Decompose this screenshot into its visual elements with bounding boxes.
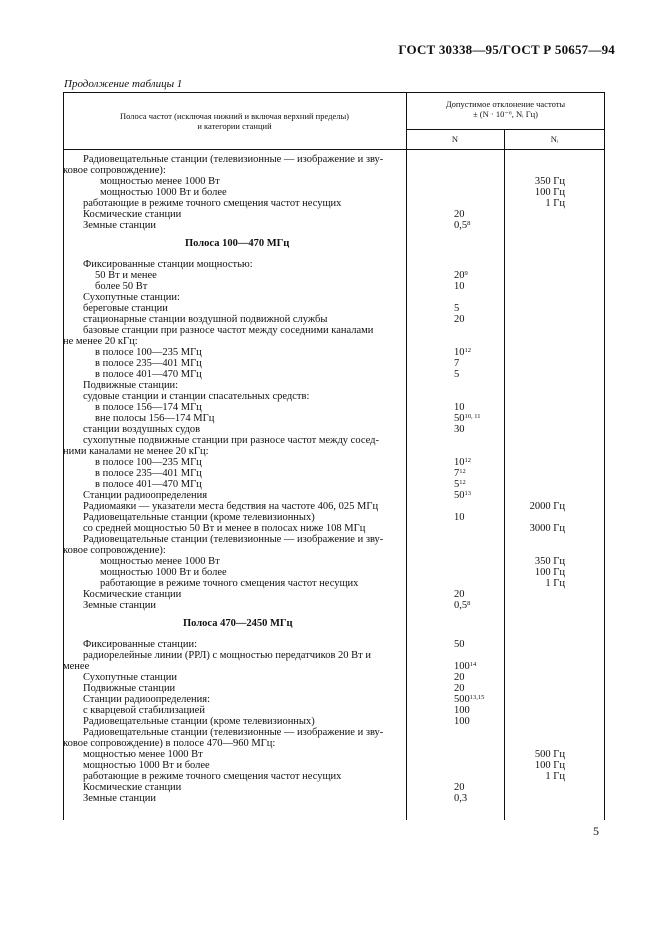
station-category-text: судовые станции и станции спасательных средств: — [83, 391, 310, 402]
station-category-text: в полосе 100—235 МГц — [95, 347, 202, 358]
table-row — [63, 292, 605, 303]
table-row — [63, 534, 605, 545]
table-row — [63, 589, 605, 600]
footnote-reference: 14 — [469, 661, 477, 668]
table-row — [63, 270, 605, 281]
tolerance-n-value: $7^{12}$ — [454, 468, 466, 479]
station-category-text: Подвижные станции: — [83, 380, 179, 391]
table-row — [63, 424, 605, 435]
table-row — [63, 325, 605, 336]
tolerance-n-value: 20 — [454, 209, 465, 220]
table-row — [63, 556, 605, 567]
table-row — [63, 314, 605, 325]
table-row — [63, 220, 605, 231]
table-row — [63, 435, 605, 446]
station-category-text: в полосе 235—401 МГц — [95, 468, 202, 479]
station-category-text: Космические станции — [83, 589, 182, 600]
group-header-line1: Допустимое отклонение частоты — [445, 99, 566, 109]
station-category-text: Радиовещательные станции (телевизионные — изображение и зву- — [83, 534, 384, 545]
column-header-band — [73, 111, 396, 131]
table-row — [63, 479, 605, 490]
tolerance-n-value: 500$^{13,15}$ — [454, 694, 485, 705]
tolerance-n1-value: 3000 Гц — [529, 523, 565, 534]
tolerance-n-value: 100 — [454, 716, 470, 727]
table-row — [63, 165, 605, 176]
table-row — [63, 523, 605, 534]
footnote-reference: 12 — [459, 468, 466, 475]
column-header-n: N — [451, 134, 459, 144]
station-category-text: в полосе 401—470 МГц — [95, 479, 202, 490]
footnote-reference: 12 — [464, 347, 471, 354]
station-category-text: более 50 Вт — [95, 281, 148, 292]
station-category-text: мощностью 1000 Вт и более — [100, 187, 227, 198]
tolerance-n-value: 10 — [454, 281, 465, 292]
tolerance-n-value: 50 — [454, 639, 465, 650]
tolerance-n-value: 10 — [454, 512, 465, 523]
table-row — [63, 716, 605, 727]
footnote-reference: 13,15 — [469, 694, 485, 701]
station-category-text: ковое сопровождение): — [63, 545, 166, 556]
table-row — [63, 347, 605, 358]
tolerance-n-value: 20 — [454, 782, 465, 793]
station-category-text: Сухопутные станции: — [83, 292, 180, 303]
section-heading-row — [63, 618, 605, 629]
station-category-text: станции воздушных судов — [83, 424, 201, 435]
tolerance-n1-value: 100 Гц — [534, 760, 565, 771]
station-category-text: со средней мощностью 50 Вт и менее в полосах ниже 108 МГц — [83, 523, 366, 534]
station-category-text: Фиксированные станции: — [83, 639, 198, 650]
tolerance-n-value: 20 — [454, 589, 465, 600]
table-row — [63, 154, 605, 165]
table-row — [63, 187, 605, 198]
station-category-text: мощностью менее 1000 Вт — [100, 556, 220, 567]
table-row — [63, 749, 605, 760]
station-category-text: Станции радиоопределения — [83, 490, 208, 501]
table-row — [63, 490, 605, 501]
station-category-text: в полосе 100—235 МГц — [95, 457, 202, 468]
tolerance-n-value: 20 — [454, 314, 465, 325]
tolerance-n1-value: 1 Гц — [545, 771, 565, 782]
station-category-text: мощностью менее 1000 Вт — [100, 176, 220, 187]
table-row — [63, 209, 605, 220]
table-row — [63, 650, 605, 661]
station-category-text: Космические станции — [83, 782, 182, 793]
table-row — [63, 380, 605, 391]
table-row — [63, 336, 605, 347]
station-category-text: менее — [63, 661, 90, 672]
table-row — [63, 793, 605, 804]
station-category-text: Радиовещательные станции (телевизионные — изображение и зву- — [83, 154, 384, 165]
station-category-text: Земные станции — [83, 600, 157, 611]
station-category-text: береговые станции — [83, 303, 168, 314]
table-row — [63, 683, 605, 694]
footnote-reference: 12 — [464, 457, 471, 464]
table-row — [63, 358, 605, 369]
table-row — [63, 281, 605, 292]
station-category-text: в полосе 235—401 МГц — [95, 358, 202, 369]
station-category-text: работающие в режиме точного смещения частот несущих — [83, 771, 342, 782]
table-row — [63, 760, 605, 771]
tolerance-n-value: $10^{12}$ — [454, 457, 471, 468]
tolerance-n-value: 30 — [454, 424, 465, 435]
table-row — [63, 600, 605, 611]
table-row — [63, 578, 605, 589]
group-header-line2: ± (N · 10⁻⁶, Nᵢ Гц) — [473, 109, 538, 119]
station-category-text: мощностью 1000 Вт и более — [100, 567, 227, 578]
tolerance-n-value: $5^{12}$ — [454, 479, 466, 490]
tolerance-n1-value: 1 Гц — [545, 198, 565, 209]
tolerance-n-value: 20 — [454, 672, 465, 683]
table-row — [63, 402, 605, 413]
station-category-text: Радиомаяки — указатели места бедствия на частоте 406, 025 МГц — [83, 501, 379, 512]
tolerance-n-value: 0,3 — [454, 793, 468, 804]
table-row — [63, 391, 605, 402]
table-row — [63, 259, 605, 270]
table-row — [63, 512, 605, 523]
table-row — [63, 694, 605, 705]
station-category-text: Земные станции — [83, 793, 157, 804]
footnote-reference: 8 — [467, 600, 471, 607]
station-category-text: работающие в режиме точного смещения частот несущих — [83, 198, 342, 209]
tolerance-n-value: 10 — [454, 402, 465, 413]
station-category-text: Фиксированные станции мощностью: — [83, 259, 253, 270]
station-category-text: стационарные станции воздушной подвижной службы — [83, 314, 328, 325]
station-category-text: мощностью 1000 Вт и более — [83, 760, 210, 771]
section-heading-row — [63, 238, 605, 249]
station-category-text: ковое сопровождение): — [63, 165, 166, 176]
station-category-text: мощностью менее 1000 Вт — [83, 749, 203, 760]
station-category-text: Радиовещательные станции (телевизионные — изображение и зву- — [83, 727, 384, 738]
tolerance-n1-value: 350 Гц — [534, 176, 565, 187]
tolerance-n1-value: 500 Гц — [534, 749, 565, 760]
table-row — [63, 705, 605, 716]
station-category-text: базовые станции при разносе частот между соседними каналами — [83, 325, 374, 336]
tolerance-n-value: 50$^{10, 11}$ — [454, 413, 481, 424]
column-header-n1: Nᵢ — [550, 134, 559, 144]
station-category-text: с кварцевой стабилизацией — [83, 705, 205, 716]
page-number: 5 — [593, 824, 599, 838]
station-category-text: Земные станции — [83, 220, 157, 231]
table-row — [63, 727, 605, 738]
tolerance-n-value: 5 — [454, 303, 460, 314]
footnote-reference: 9 — [464, 270, 468, 277]
tolerance-n-value: $50^{13}$ — [454, 490, 471, 501]
table-row — [63, 782, 605, 793]
station-category-text: работающие в режиме точного смещения частот несущих — [100, 578, 359, 589]
footnote-reference: 10, 11 — [464, 413, 481, 420]
station-category-text: ковое сопровождение) в полосе 470—960 МГц: — [63, 738, 276, 749]
table-row — [63, 413, 605, 424]
frequency-tolerance-table — [63, 92, 605, 820]
tolerance-n-value: $20^9$ — [454, 270, 468, 281]
tolerance-n-value: 5 — [454, 369, 460, 380]
table-row — [63, 468, 605, 479]
column-header-band-line1: Полоса частот (исключая нижний и включая верхний пределы) — [119, 111, 350, 121]
table-row — [63, 446, 605, 457]
section-heading: Полоса 100—470 МГц — [185, 238, 290, 249]
station-category-text: в полосе 156—174 МГц — [95, 402, 202, 413]
tolerance-n-value: $0,5^8$ — [454, 600, 471, 611]
station-category-text: Подвижные станции — [83, 683, 176, 694]
tolerance-n1-value: 2000 Гц — [529, 501, 565, 512]
tolerance-n-value: $0,5^8$ — [454, 220, 471, 231]
station-category-text: ними каналами не менее 20 кГц: — [63, 446, 209, 457]
tolerance-n1-value: 1 Гц — [545, 578, 565, 589]
footnote-reference: 8 — [467, 220, 471, 227]
footnote-reference: 13 — [464, 490, 471, 497]
station-category-text: сухопутные подвижные станции при разносе частот между сосед- — [83, 435, 379, 446]
tolerance-n1-value: 100 Гц — [534, 187, 565, 198]
section-heading: Полоса 470—2450 МГц — [183, 618, 293, 629]
tolerance-n-value: $100^{14}$ — [454, 661, 477, 672]
table-row — [63, 771, 605, 782]
station-category-text: радиорелейные линии (РРЛ) с мощностью передатчиков 20 Вт и — [83, 650, 372, 661]
table-row — [63, 672, 605, 683]
station-category-text: Станции радиоопределения: — [83, 694, 210, 705]
station-category-text: Радиовещательные станции (кроме телевизионных) — [83, 716, 315, 727]
table-row — [63, 457, 605, 468]
table-row — [63, 567, 605, 578]
footnote-reference: 12 — [459, 479, 466, 486]
table-continuation-label: Продолжение таблицы 1 — [64, 78, 183, 90]
station-category-text: Космические станции — [83, 209, 182, 220]
tolerance-n-value: 20 — [454, 683, 465, 694]
tolerance-n-value: 100 — [454, 705, 470, 716]
table-row — [63, 303, 605, 314]
table-row — [63, 198, 605, 209]
column-header-band-line2: и категории станций — [197, 121, 272, 131]
station-category-text: 50 Вт и менее — [95, 270, 157, 281]
table-row — [63, 738, 605, 749]
table-row — [63, 545, 605, 556]
table-row — [63, 639, 605, 650]
station-category-text: в полосе 401—470 МГц — [95, 369, 202, 380]
table-row — [63, 501, 605, 512]
station-category-text: Радиовещательные станции (кроме телевизионных) — [83, 512, 315, 523]
station-category-text: вне полосы 156—174 МГц — [95, 413, 215, 424]
tolerance-n-value: 7 — [454, 358, 460, 369]
station-category-text: не менее 20 кГц: — [63, 336, 138, 347]
document-header: ГОСТ 30338—95/ГОСТ Р 50657—94 — [398, 42, 615, 57]
group-header-tolerance — [406, 99, 605, 119]
tolerance-n1-value: 350 Гц — [534, 556, 565, 567]
table-row — [63, 369, 605, 380]
table-row — [63, 176, 605, 187]
station-category-text: Сухопутные станции — [83, 672, 178, 683]
table-row — [63, 661, 605, 672]
tolerance-n1-value: 100 Гц — [534, 567, 565, 578]
tolerance-n-value: $10^{12}$ — [454, 347, 471, 358]
